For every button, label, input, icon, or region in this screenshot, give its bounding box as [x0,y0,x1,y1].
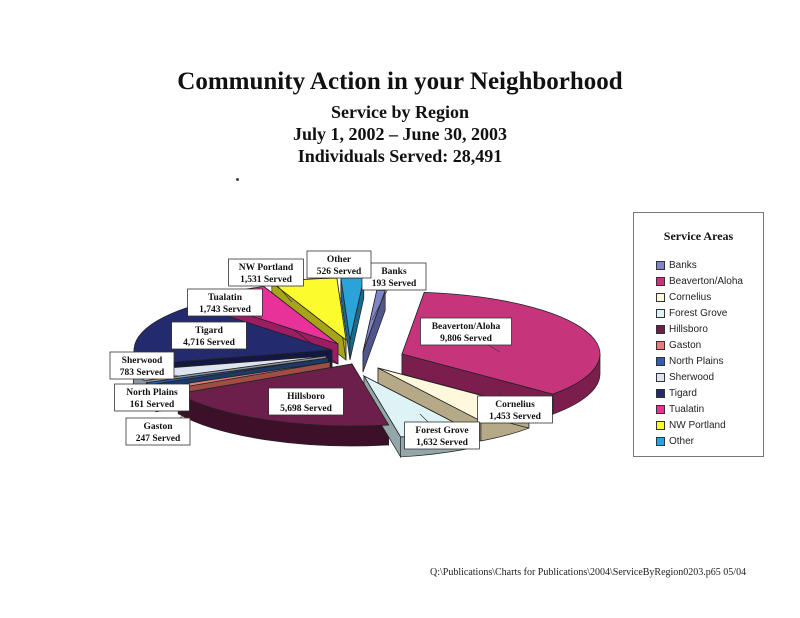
data-label-count-forest-grove: 1,632 Served [416,438,468,448]
legend-label-north-plains: North Plains [669,355,724,367]
data-label-name-tigard: Tigard [195,326,223,336]
legend-label-nw-portland: NW Portland [669,419,726,431]
data-label-name-cornelius: Cornelius [495,400,535,410]
legend-label-tigard: Tigard [669,387,697,399]
legend-swatch-north-plains [656,357,665,366]
file-path-footer: Q:\Publications\Charts for Publications\2004\ServiceByRegion0203.p65 05/04 [430,567,747,578]
legend-swatch-other [656,437,665,446]
legend-item-banks [656,257,743,273]
data-label-count-banks: 193 Served [371,279,417,289]
data-label-count-tualatin: 1,743 Served [199,305,251,315]
legend-label-cornelius: Cornelius [669,291,712,303]
legend-item-tigard [656,385,743,401]
slice-banks [363,290,385,352]
legend-label-forest-grove: Forest Grove [669,307,728,319]
data-label-name-forest-grove: Forest Grove [415,426,469,436]
legend-item-sherwood [656,369,743,385]
data-label-banks [362,263,426,290]
legend-label-beaverton-aloha: Beaverton/Aloha [669,275,743,287]
legend-label-other: Other [669,435,695,447]
data-label-count-beaverton-aloha: 9,806 Served [440,334,492,344]
legend-item-cornelius [656,289,743,305]
data-label-name-tualatin: Tualatin [208,293,242,303]
legend-swatch-banks [656,261,665,270]
legend-item-tualatin [656,401,743,417]
data-label-count-tigard: 4,716 Served [183,338,235,348]
legend-swatch-hillsboro [656,325,665,334]
legend-swatch-tualatin [656,405,665,414]
data-label-tigard [172,322,247,349]
data-label-cornelius [478,396,553,423]
data-label-count-gaston: 247 Served [135,434,181,444]
legend-item-gaston [656,337,743,353]
data-label-other [307,251,371,278]
data-label-name-gaston: Gaston [143,422,173,432]
data-label-count-cornelius: 1,453 Served [489,412,541,422]
legend-label-banks: Banks [669,259,697,271]
legend-item-beaverton-aloha [656,273,743,289]
chart-subtitle-individuals-served: Individuals Served: 28,491 [297,146,503,166]
legend-item-nw-portland [656,417,743,433]
data-label-count-hillsboro: 5,698 Served [280,404,332,414]
legend-item-north-plains [656,353,743,369]
legend-item-other [656,433,743,449]
data-label-name-other: Other [326,255,352,265]
legend-swatch-gaston [656,341,665,350]
data-label-name-sherwood: Sherwood [121,356,163,366]
legend-label-sherwood: Sherwood [669,371,715,383]
legend-swatch-forest-grove [656,309,665,318]
legend-swatch-cornelius [656,293,665,302]
data-label-beaverton-aloha [421,318,512,345]
legend-item-forest-grove [656,305,743,321]
data-label-name-nw-portland: NW Portland [238,263,294,273]
legend-label-tualatin: Tualatin [669,403,705,415]
data-label-name-north-plains: North Plains [126,388,178,398]
data-label-count-north-plains: 161 Served [129,400,175,410]
legend-label-gaston: Gaston [669,339,702,351]
data-label-name-hillsboro: Hillsboro [287,392,325,402]
legend-item-hillsboro [656,321,743,337]
data-label-tualatin [188,289,263,316]
legend-label-hillsboro: Hillsboro [669,323,708,335]
data-label-forest-grove [405,422,480,449]
legend-title: Service Areas [663,229,734,243]
data-label-north-plains [115,384,190,411]
chart-subtitle-region: Service by Region [331,102,469,122]
data-label-gaston [126,418,190,445]
data-label-sherwood [110,352,174,379]
data-label-hillsboro [269,388,344,415]
chart-title: Community Action in your Neighborhood [177,68,623,95]
legend-swatch-tigard [656,389,665,398]
legend-swatch-sherwood [656,373,665,382]
data-label-name-banks: Banks [381,267,407,277]
data-label-nw-portland [229,259,304,286]
data-label-count-sherwood: 783 Served [119,368,165,378]
data-label-name-beaverton-aloha: Beaverton/Aloha [431,322,501,332]
chart-subtitle-date-range: July 1, 2002 – June 30, 2003 [292,124,508,144]
legend-swatch-nw-portland [656,421,665,430]
legend-list [656,257,743,449]
data-label-count-nw-portland: 1,531 Served [240,275,292,285]
data-label-count-other: 526 Served [316,267,362,277]
legend [633,212,764,457]
legend-swatch-beaverton-aloha [656,277,665,286]
